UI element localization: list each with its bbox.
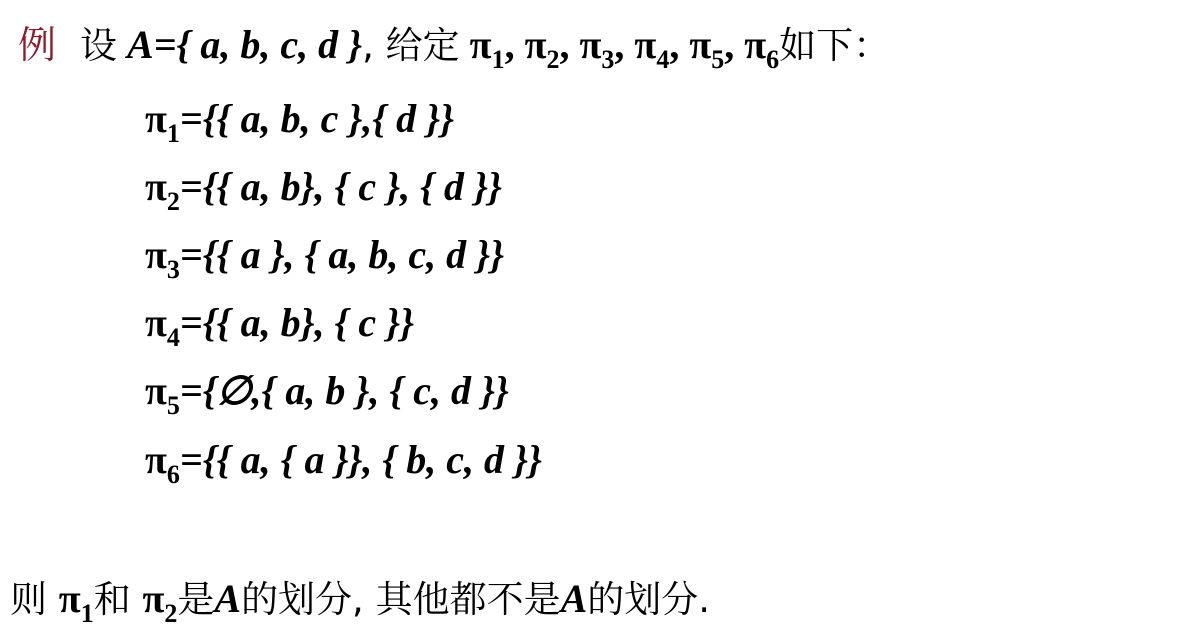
pi-symbol: π [689,22,712,67]
pi-symbol: π [634,22,657,67]
partition-expression: ={{ a, b, c },{ d }} [179,96,455,141]
conclusion-sentence [10,574,711,628]
pi-symbol: π [58,576,81,621]
partition-1 [145,94,455,148]
conclusion-text: 是 [177,578,215,621]
partition-expression: ={∅,{ a, b }, { c, d }} [179,368,509,413]
partition-2 [145,162,502,216]
set-name: A [127,22,154,67]
pi-subscript: 6 [166,460,180,489]
set-name: A [214,576,242,621]
pi-symbol: π [579,22,602,67]
pi-subscript: 3 [166,255,180,284]
pi-symbol: π [145,300,167,345]
pi-subscript: 4 [656,45,670,74]
pi-subscript: 1 [166,119,180,148]
pi-separator: , [724,22,745,67]
pi-subscript: 5 [711,45,725,74]
pi-symbol: π [744,22,767,67]
pi-symbol: π [469,22,492,67]
set-definition: ={ a, b, c, d } [153,22,363,67]
set-intro: 设 [80,24,118,67]
pi-subscript: 2 [546,45,560,74]
pi-symbol: π [524,22,547,67]
as-follows: 如下： [779,24,891,67]
pi-symbol: π [142,576,165,621]
partition-expression: ={{ a }, { a, b, c, d }} [179,232,505,277]
conclusion-text: 的划分, 其他都不是 [241,578,561,621]
pi-separator: , [614,22,635,67]
conclusion-text: 和 [93,578,143,621]
partition-6 [145,435,542,489]
set-name: A [560,576,588,621]
pi-subscript: 2 [166,187,180,216]
pi-symbol: π [145,96,167,141]
pi-symbol: π [145,368,167,413]
pi-symbol: π [145,437,167,482]
pi-subscript: 5 [166,391,180,420]
pi-subscript: 1 [491,45,505,74]
partition-expression: ={{ a, b}, { c }, { d }} [179,164,502,209]
pi-subscript: 4 [166,323,180,352]
example-heading [18,20,891,74]
pi-symbol: π [145,164,167,209]
pi-subscript: 1 [80,599,94,628]
pi-subscript: 6 [766,45,780,74]
pi-subscript: 3 [601,45,615,74]
conclusion-text: 的划分. [587,578,711,621]
pi-subscript: 2 [164,599,178,628]
partition-5 [145,366,509,420]
pi-symbol: π [145,232,167,277]
pi-list [469,22,780,74]
example-label: 例 [18,23,57,67]
partition-4 [145,298,415,352]
given-text: , 给定 [362,24,460,67]
conclusion-text: 则 [10,578,59,621]
partition-expression: ={{ a, b}, { c }} [179,300,415,345]
partition-3 [145,230,505,284]
partition-expression: ={{ a, { a }}, { b, c, d }} [179,437,542,482]
pi-separator: , [504,22,525,67]
pi-separator: , [669,22,690,67]
pi-separator: , [559,22,580,67]
